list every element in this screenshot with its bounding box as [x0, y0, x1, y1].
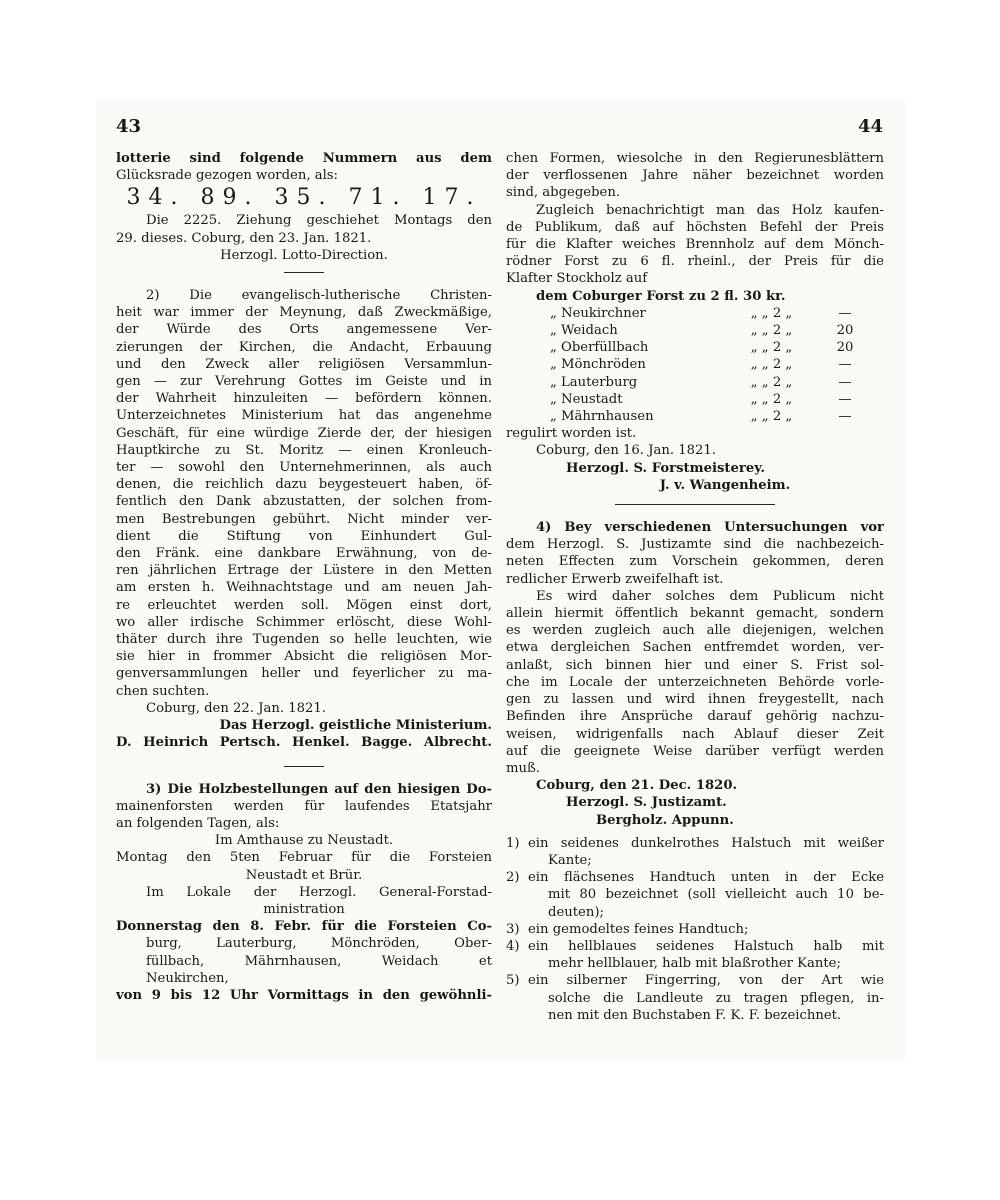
lottery-signature: Herzogl. Lotto-Direction.: [220, 247, 388, 263]
notice-line: thäter durch ihre Tugenden so helle leuchten, wie: [116, 632, 492, 648]
notice-line: der Wahrheit hinzuleiten — befördern können.: [116, 391, 492, 407]
notice-office: Herzogl. S. Justizamt.: [566, 795, 727, 811]
list-item: [506, 835, 884, 869]
forest-name: „ Mönchröden: [550, 357, 646, 373]
notice-line: re erleuchtet werden soll. Mögen einst dort,: [116, 597, 492, 613]
notice-line: 4) Bey verschiedenen Untersuchungen vor: [536, 520, 884, 536]
left-column: [116, 150, 492, 1004]
notice-line: der Würde des Orts angemessene Ver-: [116, 322, 492, 338]
forest-name: „ Oberfüllbach: [550, 340, 649, 356]
notice-line: für die Klafter weiches Brennholz auf dem Mönch-: [506, 237, 884, 253]
price-amount: „ „ 2 „: [750, 374, 793, 390]
price-row: [506, 305, 884, 322]
notice-line: auf die geeignete Weise darüber verfügt werden: [506, 743, 884, 759]
notice-line: Es wird daher solches dem Publicum nicht: [536, 588, 884, 604]
notice-line: ren jährlichen Ertrage der Lüstere in den Metten: [116, 563, 492, 579]
notice-line: neten Effecten zum Vorschein gekommen, deren: [506, 554, 884, 570]
notice-line: es werden zugleich auch alle diejenigen, welchen: [506, 623, 884, 639]
notice-line: am ersten h. Weihnachtstage und am neuen Jah-: [116, 580, 492, 596]
place-heading: Im Amthause zu Neustadt.: [214, 833, 394, 849]
notice-line: zierungen der Kirchen, die Andacht, Erbauung: [116, 339, 492, 355]
price-table: [506, 305, 884, 425]
price-kreuzer: —: [838, 391, 852, 407]
notice-line: der verflossenen Jahre näher bezeichnet worden: [506, 168, 884, 184]
item-line: ein flächsenes Handtuch unten in der Ecke: [528, 870, 884, 886]
item-line: nen mit den Buchstaben F. K. F. bezeichnet.: [548, 1007, 842, 1023]
price-amount: „ „ 2 „: [750, 340, 793, 356]
price-row: [506, 391, 884, 408]
item-line: ein silberner Fingerring, von der Art wie: [528, 973, 884, 989]
notice-signer: J. v. Wangenheim.: [659, 477, 791, 493]
notice-line: und den Zweck aller religiösen Versammlun-: [116, 356, 492, 372]
schedule-line: füllbach, Mährnhausen, Weidach et: [146, 953, 492, 969]
page-number-right: 44: [858, 116, 884, 137]
price-row: [506, 374, 884, 391]
divider: [284, 272, 324, 273]
item-line: ein seidenes dunkelrothes Halstuch mit weißer: [528, 835, 884, 851]
notice-line: rödner Forst zu 6 fl. rheinl., der Preis für die: [506, 254, 884, 270]
notice-line: von 9 bis 12 Uhr Vormittags in den gewöhnli-: [116, 987, 492, 1003]
notice-line: genversammlungen heller und feyerlicher zu ma-: [116, 666, 492, 682]
notice-line: Geschäft, für eine würdige Zierde der, der hiesigen: [116, 425, 492, 441]
price-kreuzer: 20: [836, 323, 854, 339]
notice-line: allein hiermit öffentlich bekannt gemacht, sondern: [506, 606, 884, 622]
forest-name: „ Mährnhausen: [550, 409, 654, 425]
notice-line: mainenforsten werden für laufendes Etatsjahr: [116, 798, 492, 814]
divider: [615, 504, 775, 505]
effects-list: [506, 835, 884, 1024]
price-table-header: dem Coburger Forst zu 2 fl. 30 kr.: [536, 288, 786, 304]
notice-line: heit war immer der Meynung, daß Zweckmäßige,: [116, 305, 492, 321]
price-row: [506, 356, 884, 373]
notice-line: gen zu lassen und wird ihnen freygestellt, nach: [506, 692, 884, 708]
notice-line: Zugleich benachrichtigt man das Holz kaufen-: [536, 202, 884, 218]
price-amount: „ „ 2 „: [750, 323, 793, 339]
notice-line: etwa dergleichen Sachen entfremdet worden, ver-: [506, 640, 884, 656]
price-row: [506, 322, 884, 339]
notice-line: fentlich den Dank abzustatten, der solchen from-: [116, 494, 492, 510]
item-number: 3): [506, 921, 520, 937]
notice-line: wo aller irdische Schimmer erlöscht, diese Wohl-: [116, 614, 492, 630]
forest-name: „ Neukirchner: [550, 305, 646, 321]
schedule-line: Neustadt et Brür.: [245, 867, 363, 883]
item-line: solche die Landleute zu tragen pflegen, in-: [548, 990, 884, 1006]
notice-line: sie hier in frommer Absicht die religiösen Mor-: [116, 649, 492, 665]
item-number: 2): [506, 870, 520, 886]
list-item: [506, 972, 884, 1024]
notice-line: weisen, widrigenfalls nach Ablauf dieser Zeit: [506, 726, 884, 742]
notice-signers: Bergholz. Appunn.: [596, 812, 734, 828]
notice-line: redlicher Erwerb zweifelhaft ist.: [506, 571, 724, 587]
schedule-line: Montag den 5ten Februar für die Forsteien: [116, 850, 492, 866]
price-amount: „ „ 2 „: [750, 391, 793, 407]
price-amount: „ „ 2 „: [750, 357, 793, 373]
page-number-left: 43: [116, 116, 142, 137]
notice-line: men Bestrebungen gebührt. Nicht minder ver-: [116, 511, 492, 527]
notice-line: 2) Die evangelisch-lutherische Christen-: [146, 288, 492, 304]
price-kreuzer: 20: [836, 340, 854, 356]
notice-office: Das Herzogl. geistliche Ministerium.: [219, 718, 492, 734]
lottery-line: 29. dieses. Coburg, den 23. Jan. 1821.: [116, 230, 372, 246]
notice-date: Coburg, den 21. Dec. 1820.: [536, 778, 738, 794]
price-row: [506, 339, 884, 356]
price-amount: „ „ 2 „: [750, 305, 793, 321]
list-item: [506, 921, 884, 938]
notice-line: che im Locale der unterzeichneten Behörde vorle-: [506, 674, 884, 690]
item-line: Kante;: [548, 852, 592, 868]
notice-line: Unterzeichnetes Ministerium hat das angenehme: [116, 408, 492, 424]
notice-line: dient die Stiftung von Einhundert Gul-: [116, 528, 492, 544]
notice-line: dem Herzogl. S. Justizamte sind die nachbezeich-: [506, 537, 884, 553]
forest-name: „ Weidach: [550, 323, 618, 339]
list-item: [506, 869, 884, 921]
place-heading: ministration: [263, 901, 345, 917]
item-line: mit 80 bezeichnet (soll vielleicht auch 10 be-: [548, 887, 884, 903]
item-line: mehr hellblauer, halb mit blaßrother Kante;: [548, 956, 841, 972]
price-amount: „ „ 2 „: [750, 409, 793, 425]
price-row: [506, 408, 884, 425]
notice-line: chen Formen, wiesolche in den Regierunesblättern: [506, 151, 884, 166]
price-kreuzer: —: [838, 374, 852, 390]
notice-line: de Publikum, daß auf höchsten Befehl der Preis: [506, 219, 884, 235]
notice-line: Befinden ihre Ansprüche darauf gehörig nachzu-: [506, 709, 884, 725]
schedule-line: burg, Lauterburg, Mönchröden, Ober-: [146, 936, 492, 952]
notice-date: Coburg, den 22. Jan. 1821.: [146, 700, 326, 716]
price-kreuzer: —: [838, 409, 852, 425]
notice-date: Coburg, den 16. Jan. 1821.: [536, 443, 716, 459]
right-column: [506, 150, 884, 1024]
notice-line: chen suchten.: [116, 683, 210, 699]
schedule-line: Neukirchen,: [146, 970, 229, 986]
item-line: deuten);: [548, 904, 604, 920]
item-line: ein gemodeltes feines Handtuch;: [528, 921, 749, 937]
notice-line: Klafter Stockholz auf: [506, 271, 648, 287]
notice-office: Herzogl. S. Forstmeisterey.: [566, 460, 765, 476]
notice-line: ter — sowohl den Unternehmerinnen, als auch: [116, 460, 492, 476]
notice-line: gen — zur Verehrung Gottes im Geiste und in: [116, 374, 492, 390]
notice-line: anlaßt, sich binnen hier und einer S. Frist sol-: [506, 657, 884, 673]
place-heading: Im Lokale der Herzogl. General-Forstad-: [146, 884, 492, 900]
forest-name: „ Lauterburg: [550, 374, 638, 390]
notice-line: an folgenden Tagen, als:: [116, 815, 280, 831]
notice-line: regulirt worden ist.: [506, 426, 637, 442]
price-kreuzer: —: [838, 305, 852, 321]
notice-signers: D. Heinrich Pertsch. Henkel. Bagge. Albrecht.: [116, 735, 492, 751]
schedule-line: Donnerstag den 8. Febr. für die Forsteien Co-: [116, 919, 492, 935]
notice-line: den Fränk. eine dankbare Erwähnung, von de-: [116, 546, 492, 562]
notice-line: muß.: [506, 760, 540, 776]
forest-name: „ Neustadt: [550, 391, 623, 407]
notice-line: 3) Die Holzbestellungen auf den hiesigen Do-: [146, 781, 492, 797]
lottery-line: Die 2225. Ziehung geschiehet Montags den: [146, 213, 492, 229]
notice-line: Hauptkirche zu St. Moritz — einen Kronleuch-: [116, 442, 492, 458]
divider: [284, 766, 324, 767]
notice-line: sind, abgegeben.: [506, 185, 621, 201]
lottery-line: lotterie sind folgende Nummern aus dem: [116, 151, 492, 166]
item-number: 4): [506, 938, 520, 954]
price-kreuzer: —: [838, 357, 852, 373]
item-number: 5): [506, 973, 520, 989]
item-line: ein hellblaues seidenes Halstuch halb mit: [528, 938, 884, 954]
lottery-numbers: 34. 89. 35. 71. 17.: [126, 185, 482, 211]
lottery-line: Glücksrade gezogen worden, als:: [116, 168, 339, 184]
item-number: 1): [506, 835, 520, 851]
list-item: [506, 938, 884, 972]
notice-line: denen, die reichlich dazu beygesteuert haben, öf-: [116, 477, 492, 493]
